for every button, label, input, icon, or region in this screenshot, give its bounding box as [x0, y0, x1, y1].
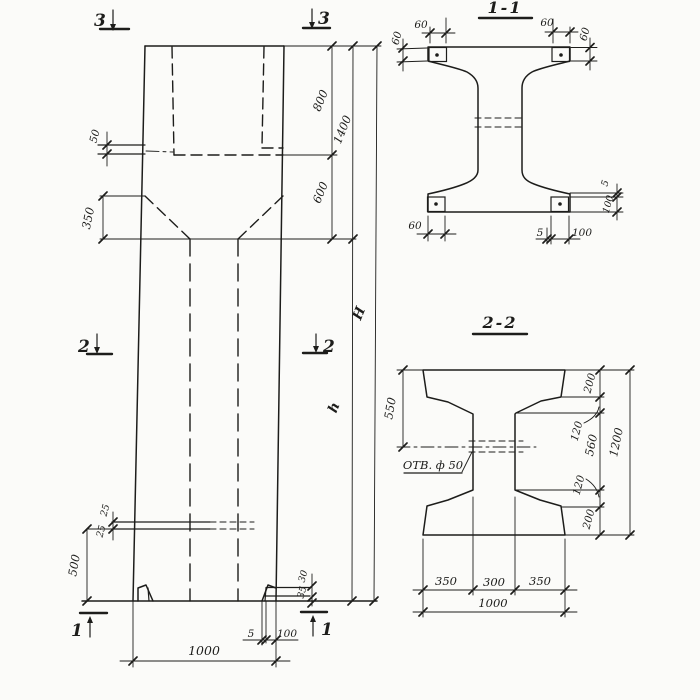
dim-base: 500: [65, 553, 83, 578]
dim-ledge: 50: [87, 128, 103, 145]
dim-foot-gap: 5: [247, 628, 255, 640]
section-marker-3-right: [303, 9, 330, 29]
hole-label: ОТВ. ф 50: [402, 458, 464, 472]
dim-width: 1000: [478, 596, 508, 610]
dim-rs-plate: 100: [600, 194, 617, 215]
column-outline: [82, 46, 377, 601]
section-marker-1-left: [71, 613, 107, 641]
dim-flange-bottom: 200: [580, 507, 598, 531]
dim-br-plate: 100: [571, 227, 593, 239]
dim-sleeve-bot: 25: [94, 524, 109, 539]
dim-recess: 800: [309, 87, 331, 114]
dim-taper: 350: [78, 205, 98, 231]
section-1-1-view: [390, 0, 623, 244]
dim-plate-bl: 60: [408, 220, 422, 232]
marker-label: 3: [318, 9, 330, 29]
dim-web-height: 560: [581, 432, 601, 458]
hole-callout: [403, 452, 472, 473]
dim-neck: 600: [309, 179, 331, 206]
dim-foot-right: 350: [529, 574, 551, 588]
dim-top-to-hole: 550: [381, 396, 399, 421]
dim-total-height: H: [349, 304, 370, 323]
web-hole-hidden: [475, 118, 525, 127]
section-2-2-title: 2-2: [482, 313, 518, 332]
elevation-view: [65, 9, 381, 667]
dim-web-width: 300: [483, 575, 505, 589]
column-feet: [138, 585, 310, 601]
marker-label: 1: [71, 621, 83, 641]
section-2-2-view: [381, 313, 634, 617]
dim-plate-left-h: 60: [389, 30, 405, 47]
section-marker-2-left: [77, 334, 112, 357]
section-1-1-outline: [428, 47, 570, 212]
section-marker-1-right: [301, 612, 333, 640]
embedded-plates: [428, 48, 570, 212]
marker-label: 3: [94, 11, 106, 31]
dim-capital: 1400: [330, 113, 355, 146]
dim-flange-top: 200: [581, 371, 599, 395]
dim-foot-left: 350: [435, 574, 457, 588]
section-1-1-title: 1-1: [487, 0, 523, 17]
marker-label: 2: [323, 337, 335, 357]
hidden-lines: [145, 47, 283, 601]
section-marker-3-left: [94, 10, 129, 31]
dim-sleeve-top: 25: [98, 503, 113, 518]
dim-plate-tr: 60: [540, 17, 554, 29]
dim-haunch-bottom: 120: [570, 473, 588, 497]
dim-foot-plate: 100: [276, 628, 298, 640]
dimension-ticks: [399, 28, 621, 243]
dim-br-gap: 5: [536, 227, 544, 239]
section-marker-2-right: [303, 334, 335, 357]
dim-step-b: 35: [295, 585, 310, 600]
dim-plate-right-h: 60: [577, 26, 593, 43]
dim-total-height: 1200: [606, 426, 626, 458]
base-sleeve-lines: [112, 522, 254, 529]
dim-width: 1000: [188, 643, 220, 658]
marker-label: 2: [78, 337, 90, 357]
extension-lines: [397, 18, 623, 244]
dim-plate-tl: 60: [414, 19, 428, 31]
dim-step-a: 30: [296, 569, 311, 584]
dim-rs-gap: 5: [599, 179, 612, 188]
dim-shaft-height: h: [325, 399, 344, 416]
marker-label: 1: [321, 620, 333, 640]
dim-haunch-top: 120: [568, 419, 586, 443]
